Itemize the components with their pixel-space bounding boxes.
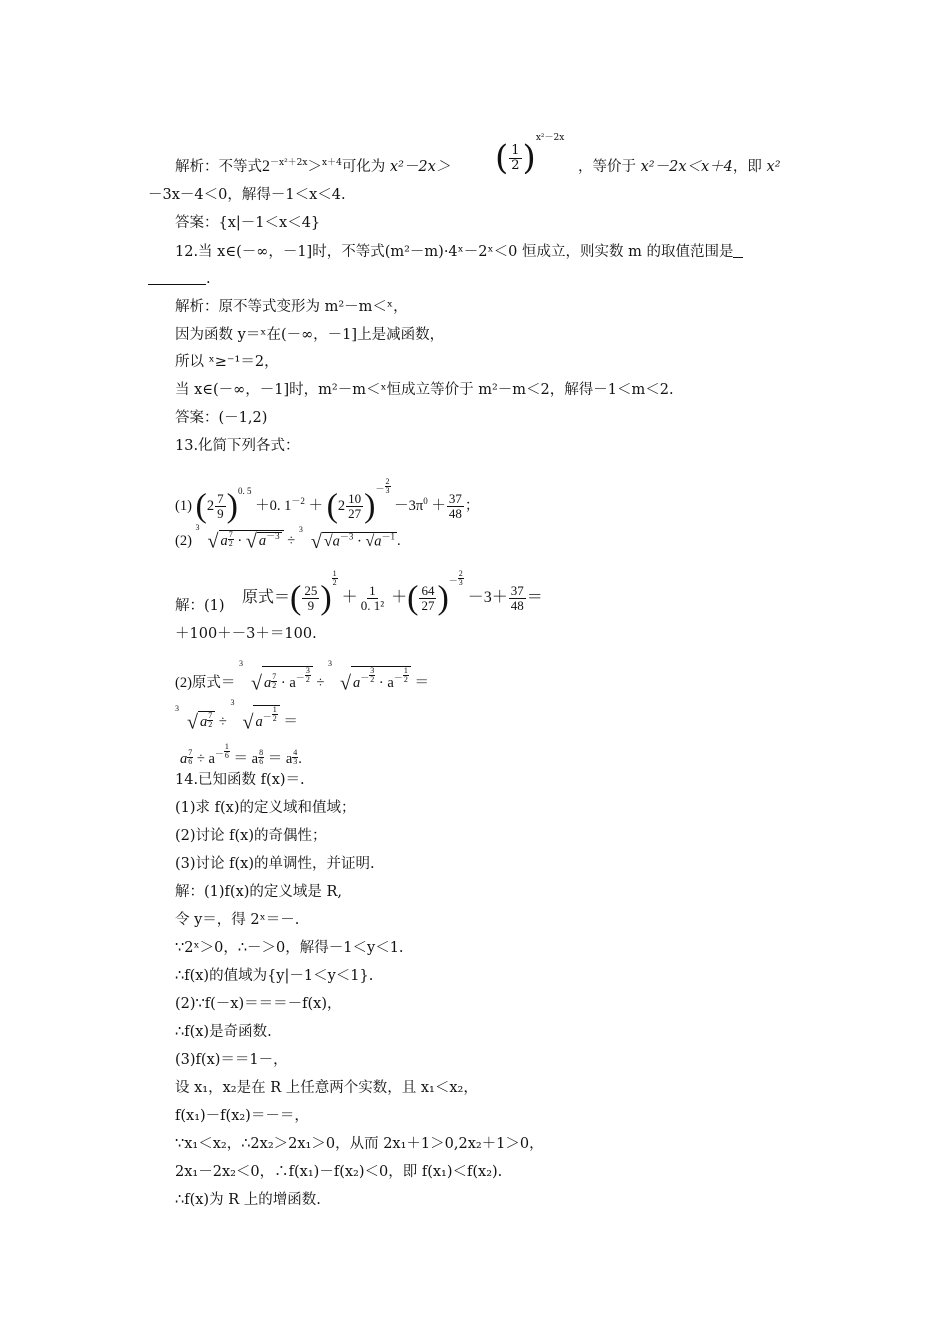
den: 48: [510, 597, 524, 613]
divide-a: ÷ a: [193, 751, 215, 767]
pow-neg-2-3: － 2 3: [375, 477, 390, 495]
question-12-text: 12.当 x∈(－∞，－1]时，不等式(m²－m)·4ˣ－2ˣ＜0 恒成立，则实数 m 的取值范围是: [175, 244, 734, 260]
answer-12: 答案：(－1,2): [175, 410, 268, 426]
dot-a: · a: [375, 675, 394, 691]
num: 64: [421, 582, 435, 598]
rparen: ): [364, 487, 376, 525]
var-a: a: [255, 714, 263, 730]
pow: － 1 2: [262, 705, 277, 723]
rparen: ): [226, 487, 238, 525]
lparen: (: [195, 487, 207, 525]
solution-1-label: 解：(1): [175, 598, 225, 614]
den: 27: [421, 597, 435, 613]
frac-7-9: [215, 492, 226, 521]
den: 9: [217, 506, 224, 522]
radicand: [351, 666, 411, 691]
pow: －3: [266, 531, 280, 541]
term-0-1: ＋0. 1: [255, 498, 292, 514]
num: 1: [369, 582, 376, 598]
pow: －1: [381, 531, 396, 541]
var-a: a: [180, 751, 188, 767]
question-12: [175, 243, 743, 261]
plus: ＋: [341, 589, 358, 606]
pow: － 3 2: [295, 666, 310, 684]
plus-2: ＋: [431, 498, 446, 514]
lparen: (: [326, 487, 338, 525]
den: 2: [403, 675, 408, 684]
q14-part-3: (3)讨论 f(x)的单调性，并证明.: [175, 856, 375, 872]
q14-sol-12: ∴f(x)为 R 上的增函数.: [175, 1192, 321, 1208]
cube-root-4: [230, 698, 279, 734]
den: 6: [224, 751, 229, 760]
pow: － 3 2: [360, 666, 375, 684]
radical-sign: √: [242, 711, 254, 734]
original-eq: 原式＝: [242, 589, 291, 606]
lparen: (: [407, 579, 419, 617]
cube-root-2: [298, 524, 397, 553]
answer-blank: [733, 243, 743, 258]
sfrac: [332, 570, 338, 587]
num: 3: [370, 666, 375, 675]
root-index: 3: [230, 698, 235, 707]
half-exp: x²－2x: [535, 133, 565, 143]
inequality-exp: －x²＋2x: [270, 158, 308, 168]
q14-sol-3: ∵2ˣ＞0，∴－＞0，解得－1＜y＜1.: [175, 940, 404, 956]
radicand: [257, 532, 282, 549]
label-2: (2): [175, 533, 192, 549]
q14-part-1: (1)求 f(x)的定义域和值域；: [175, 800, 356, 816]
analysis-line-1-tail: [578, 158, 781, 176]
sfrac: [385, 478, 391, 495]
q14-part-2: (2)讨论 f(x)的奇偶性；: [175, 828, 327, 844]
analysis-12-line-1: 解析：原不等式变形为 m²－m＜ˣ，: [175, 299, 408, 315]
q14-sol-2: 令 y＝，得 2ˣ＝－.: [175, 912, 300, 928]
equals: ＝: [410, 675, 429, 691]
radicand: [262, 666, 313, 691]
pow: －3: [339, 531, 354, 541]
num: 7: [208, 711, 213, 720]
num: 1: [403, 666, 408, 675]
num: 7: [228, 530, 233, 539]
q14-sol-1: 解：(1)f(x)的定义域是 R,: [175, 884, 343, 900]
solution-2-line-2: [175, 698, 298, 734]
frac-64-27: [419, 584, 436, 613]
radical-sign: √: [251, 672, 263, 695]
half-num: 1: [511, 142, 520, 158]
equiv-expr: x²－2x＜x＋4: [640, 159, 733, 175]
q14-sol-9: f(x₁)－f(x₂)＝－＝，: [175, 1108, 309, 1124]
pow: － 1 2: [393, 666, 408, 684]
answer-11: 答案：{x|－1＜x＜4}: [175, 215, 321, 231]
den: 2: [272, 714, 277, 723]
den: 9: [307, 597, 315, 613]
num: 7: [188, 748, 193, 757]
divide: ÷: [316, 675, 329, 691]
rparen: ): [320, 579, 332, 617]
radical-sign: √: [207, 530, 219, 553]
sfrac: [458, 570, 464, 587]
dot: ·: [233, 533, 246, 549]
den: 0. 1²: [360, 597, 385, 613]
var-a: a: [353, 675, 361, 691]
question-12-cont: [148, 270, 211, 288]
den: 48: [448, 506, 462, 522]
num: 8: [259, 748, 264, 757]
num: 10: [348, 491, 362, 507]
solution-1-expr: [242, 569, 543, 617]
num: 4: [293, 748, 298, 757]
divide: ÷: [287, 533, 299, 549]
sqrt-1: [246, 532, 282, 551]
cube-root-3: [175, 704, 215, 734]
sfrac: [305, 667, 311, 684]
rparen: ): [437, 579, 449, 617]
pow-half: [332, 569, 338, 587]
period: .: [397, 533, 401, 549]
pow-0-5: 0. 5: [237, 486, 252, 496]
radicand: [198, 711, 215, 730]
lparen: (: [290, 579, 302, 617]
analysis-line-2: －3x－4＜0，解得－1＜x＜4.: [148, 187, 346, 203]
root-index: 3: [328, 659, 333, 668]
inequality-base: 2: [262, 158, 270, 175]
half-power: [495, 133, 565, 178]
equals-a: ＝ a: [229, 751, 259, 767]
num: 1: [332, 569, 337, 578]
num: 37: [448, 491, 462, 507]
half-frac: [509, 144, 521, 173]
q14-sol-7: (3)f(x)＝＝1－，: [175, 1052, 288, 1068]
rewrite-text: 可化为: [341, 159, 386, 175]
q14-sol-6: ∴f(x)是奇函数.: [175, 1024, 272, 1040]
answer-blank-2: [148, 270, 206, 285]
radical-sign: √: [310, 530, 322, 553]
den: 2: [332, 578, 337, 587]
den: 2: [208, 720, 213, 729]
analysis-12-line-4: 当 x∈(－∞，－1]时，m²－m＜ˣ恒成立等价于 m²－m＜2，解得－1＜m＜2.: [175, 382, 674, 398]
q14-sol-4: ∴f(x)的值域为{y|－1＜y＜1}.: [175, 968, 374, 984]
sfrac: [403, 667, 409, 684]
sfrac: [207, 712, 213, 729]
pow-neg-2: －2: [291, 496, 305, 506]
num: 1: [272, 705, 277, 714]
frac-25-9: [302, 584, 319, 613]
num: 7: [272, 672, 277, 681]
plus: ＋: [308, 498, 323, 514]
radicand: [253, 705, 279, 730]
question-13: 13.化简下列各式：: [175, 438, 300, 454]
solution-2-line-1: [175, 659, 429, 695]
analysis-line-1: [175, 158, 450, 176]
expr-13-2: [175, 523, 401, 553]
gt-sign: ＞: [307, 159, 322, 175]
equals-a: ＝ a: [264, 751, 293, 767]
q14-sol-8: 设 x₁，x₂是在 R 上任意两个实数，且 x₁＜x₂，: [175, 1080, 478, 1096]
analysis-12-line-2: 因为函数 y＝ˣ在(－∞，－1]上是减函数，: [175, 327, 445, 343]
pow-0: 0: [423, 496, 428, 506]
den: 6: [259, 757, 264, 766]
pow-neg-2-3: － 2 3: [448, 569, 463, 587]
num: 1: [224, 742, 229, 751]
solution-1-result: ＋100＋－3＋＝100.: [175, 626, 317, 642]
var-a: a: [264, 675, 272, 691]
period: .: [206, 271, 211, 287]
divide: ÷: [218, 714, 231, 730]
rparen: ): [522, 138, 536, 178]
tail-expr: x²: [766, 159, 781, 175]
var-a: a: [220, 533, 228, 549]
var-a: a: [199, 714, 208, 730]
term-pi: －3π: [394, 498, 424, 514]
radicand: [219, 530, 284, 551]
den: 2: [305, 675, 310, 684]
half-den: 2: [511, 157, 520, 173]
frac-10-27: [346, 492, 363, 521]
equals: ＝: [526, 589, 543, 606]
root-index: 3: [239, 659, 244, 668]
original-eq: (2)原式＝: [175, 675, 236, 691]
analysis-label: 解析：不等式: [175, 159, 262, 175]
den: 2: [370, 675, 375, 684]
inequality-rexp: x＋4: [322, 158, 342, 168]
den: 6: [188, 757, 193, 766]
label-1: (1): [175, 498, 192, 514]
int-2: 2: [337, 498, 346, 514]
period: .: [298, 751, 302, 767]
root-index: 3: [298, 524, 303, 534]
root-index: 3: [175, 704, 179, 713]
den: 3: [458, 578, 463, 587]
radical-sign: √: [245, 530, 257, 553]
question-14: 14.已知函数 f(x)＝.: [175, 772, 305, 788]
radical-sign: √: [323, 532, 333, 550]
radicand: [322, 532, 397, 551]
cube-root-2: [328, 659, 411, 695]
expr-13-1: [175, 477, 480, 525]
root-index: 3: [195, 523, 200, 532]
var-a: a: [258, 533, 267, 549]
den: 3: [385, 486, 390, 495]
radical-sign: √: [365, 532, 375, 550]
int-1: 2: [206, 498, 215, 514]
den: 27: [348, 506, 362, 522]
den: 2: [272, 681, 277, 690]
solution-2-line-3: [180, 743, 302, 768]
num: 3: [305, 666, 310, 675]
lparen: (: [495, 138, 509, 178]
ie-text: ，即: [732, 159, 762, 175]
semicolon: ；: [464, 498, 480, 514]
sfrac: [272, 706, 278, 723]
num: 2: [385, 477, 390, 486]
num: 37: [510, 582, 524, 598]
num: 7: [217, 491, 224, 507]
analysis-12-line-3: 所以 ˣ≥⁻¹＝2，: [175, 354, 279, 370]
rewrite-expr: x²－2x＞: [389, 159, 451, 175]
equals: ＝: [279, 714, 298, 730]
den: 2: [228, 539, 233, 548]
dot-a: · a: [277, 675, 296, 691]
dot: ·: [353, 533, 366, 549]
radical-sign: √: [187, 711, 198, 734]
frac-37-48: [509, 584, 526, 613]
num: 25: [304, 582, 318, 598]
minus-3: －3＋: [467, 589, 508, 606]
var-a: a: [374, 533, 382, 549]
den: 3: [293, 757, 298, 766]
q14-sol-11: 2x₁－2x₂＜0，∴f(x₁)－f(x₂)＜0，即 f(x₁)＜f(x₂).: [175, 1164, 503, 1180]
radical-sign: √: [340, 672, 352, 695]
frac-1-0-01: [359, 584, 386, 613]
var-a: a: [332, 533, 340, 549]
equiv-text: ，等价于: [578, 159, 636, 175]
cube-root-1: [195, 523, 284, 553]
cube-root-1: [239, 659, 313, 695]
pow: － 1 6: [214, 742, 229, 760]
frac-37-48: [447, 492, 464, 521]
plus: ＋: [391, 589, 408, 606]
q14-sol-10: ∵x₁＜x₂，∴2x₂＞2x₁＞0，从而 2x₁＋1＞0,2x₂＋1＞0，: [175, 1136, 544, 1152]
num: 2: [458, 569, 463, 578]
q14-sol-5: (2)∵f(－x)＝＝＝－f(x)，: [175, 996, 342, 1012]
